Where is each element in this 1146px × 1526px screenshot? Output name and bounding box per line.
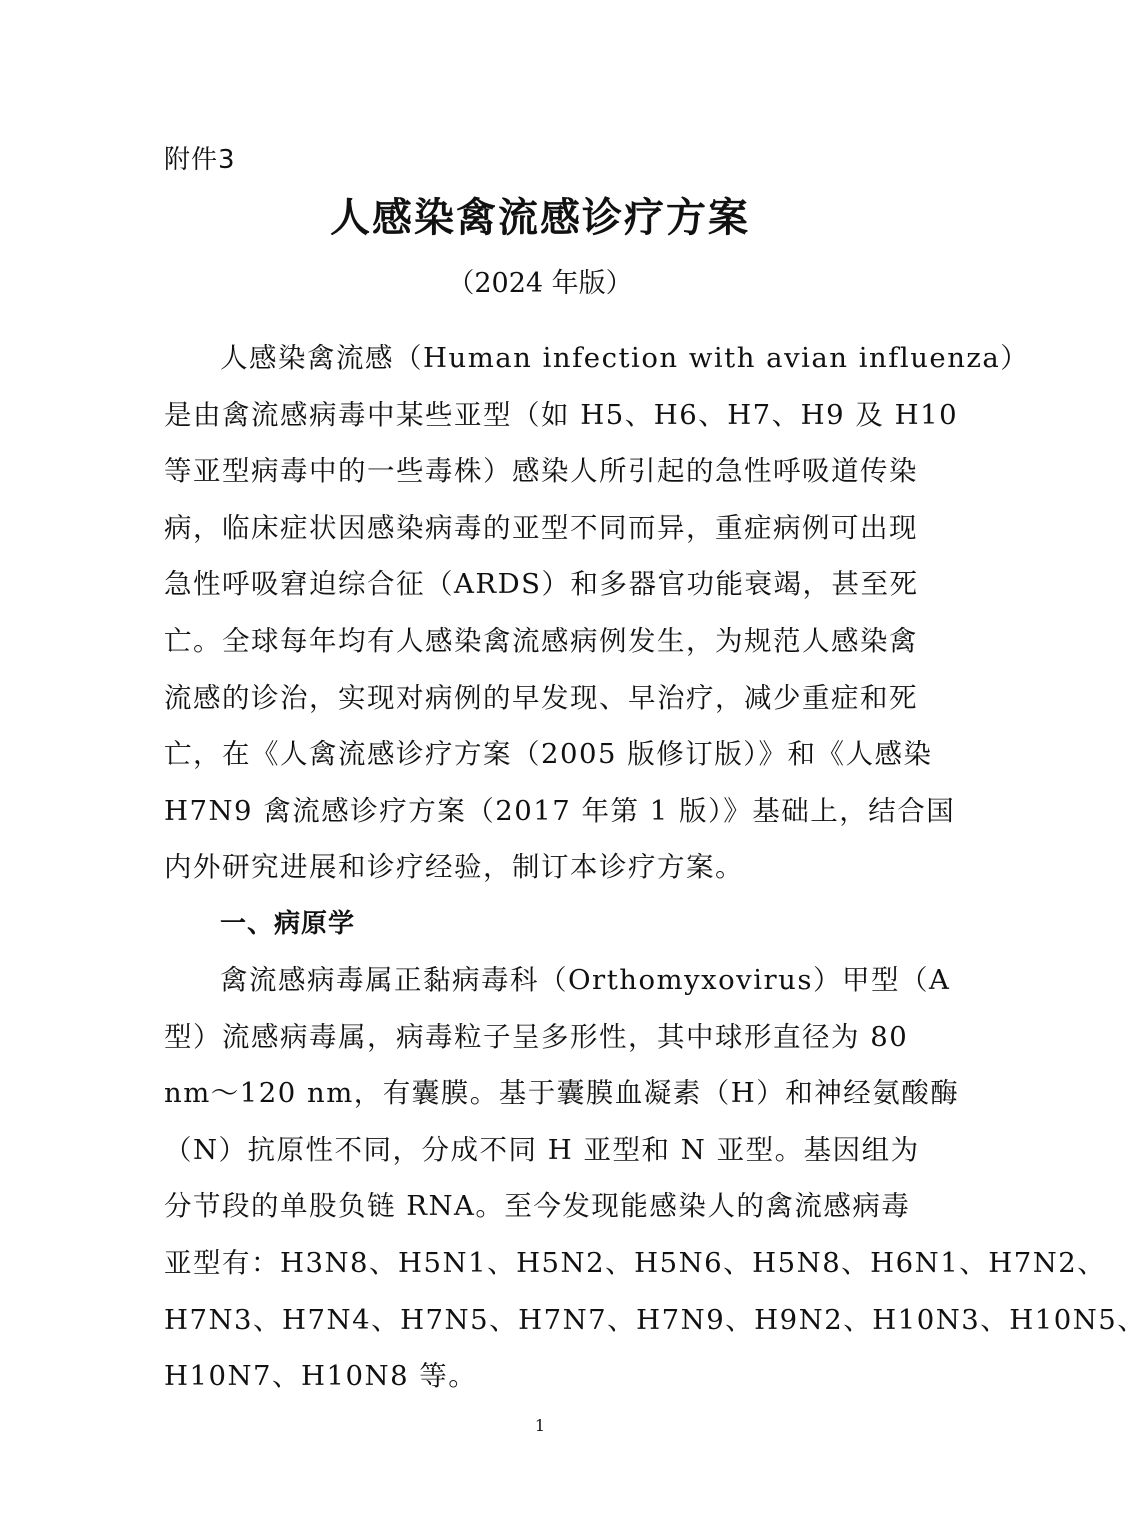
text-line: 分节段的单股负链 RNA。至今发现能感染人的禽流感病毒 [164, 1190, 911, 1223]
text-line: H10N7、H10N8 等。 [164, 1360, 478, 1393]
text-line: 病，临床症状因感染病毒的亚型不同而异，重症病例可出现 [164, 511, 918, 544]
text-line: 亚型有：H3N8、H5N1、H5N2、H5N6、H5N8、H6N1、H7N2、 [164, 1246, 1107, 1279]
intro-paragraph [164, 330, 1030, 896]
document-subtitle: （2024 年版） [447, 268, 633, 299]
text-line: H7N9 禽流感诊疗方案（2017 年第 1 版）》基础上，结合国 [164, 794, 956, 827]
text-line: 亡，在《人禽流感诊疗方案（2005 版修订版）》和《人感染 [164, 738, 933, 771]
attachment-label: 附件3 [164, 145, 236, 175]
text-line: 人感染禽流感（Human infection with avian influenza） [220, 342, 1030, 374]
text-line: 是由禽流感病毒中某些亚型（如 H5、H6、H7、H9 及 H10 [164, 398, 959, 431]
text-line: nm～120 nm，有囊膜。基于囊膜血凝素（H）和神经氨酸酶 [164, 1077, 960, 1110]
text-line: 等亚型病毒中的一些毒株）感染人所引起的急性呼吸道传染 [164, 455, 918, 488]
section-heading: 一、病原学 [220, 909, 356, 939]
page-number: 1 [534, 1416, 546, 1435]
text-line: H7N3、H7N4、H7N5、H7N7、H7N9、H9N2、H10N3、H10N5、 [164, 1303, 1146, 1336]
text-line: 急性呼吸窘迫综合征（ARDS）和多器官功能衰竭，甚至死 [164, 568, 919, 601]
document-title: 人感染禽流感诊疗方案 [330, 195, 750, 241]
text-line: 内外研究进展和诊疗经验，制订本诊疗方案。 [164, 851, 744, 884]
text-line: 型）流感病毒属，病毒粒子呈多形性，其中球形直径为 80 [164, 1020, 909, 1053]
pathogen-paragraph [164, 952, 1146, 1405]
text-line: 亡。全球每年均有人感染禽流感病例发生，为规范人感染禽 [164, 624, 918, 657]
text-line: （N）抗原性不同，分成不同 H 亚型和 N 亚型。基因组为 [164, 1133, 920, 1166]
text-line: 流感的诊治，实现对病例的早发现、早治疗，减少重症和死 [164, 681, 918, 714]
text-line: 禽流感病毒属正黏病毒科（Orthomyxovirus）甲型（A [220, 964, 951, 996]
